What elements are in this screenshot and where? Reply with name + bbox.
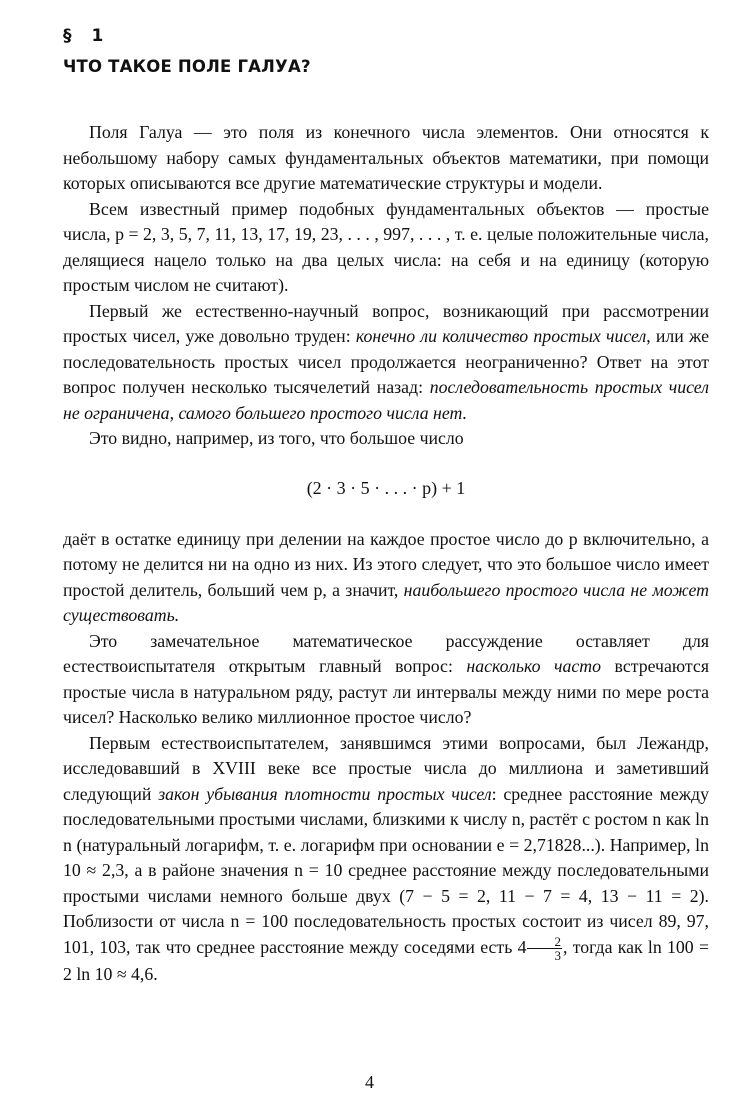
paragraph-6-text-a: Это замечательное математическое рассуждение оставляет для естествоиспытателя открытым главный вопрос: [63, 630, 709, 676]
paragraph-1: Поля Галуа — это поля из конечного числа элементов. Они относятся к небольшому набору самых фундаментальных объектов математики, при помощи которых описываются все другие математические структуры и модели. [63, 122, 709, 193]
paragraph-6-text-c: встречаются простые числа в натуральном ряду, растут ли интервалы между ними по мере роста чисел? Насколько велико миллионное простое число? [63, 656, 709, 727]
section-number [63, 24, 709, 48]
paragraph-2: Всем известный пример подобных фундаментальных объектов — простые числа, p = 2, 3, 5, 7, 11, 13, 17, 19, 23, . . . , 997, . . . , т. е. целые положительные числа, делящиеся нацело только на два целых числа: на себя и на единицу (которую простым числом не считают). [63, 198, 709, 295]
section-index: 1 [91, 26, 104, 46]
paragraph-3-text-c: , или же последовательность простых чисел продолжается неограниченно? Ответ на этот вопрос получен несколько тысячелетий назад: [63, 326, 710, 397]
paragraph-4: Это видно, например, из того, что большое число [89, 428, 464, 448]
page-content [63, 20, 709, 987]
paragraph-7-emphasis-b: закон убывания плотности простых чисел [158, 783, 492, 804]
page-number: 4 [365, 1072, 374, 1092]
paragraph-3-text-e: , [169, 402, 179, 423]
paragraph-6-emphasis-b: насколько часто [466, 656, 602, 676]
paragraph-3-emphasis-a: конечно ли количество простых чисел [355, 326, 647, 346]
fraction-denominator: 3 [554, 947, 561, 963]
fraction-numerator: 2 [527, 935, 562, 949]
formula: (2 · 3 · 5 · . . . · p) + 1 [306, 477, 466, 498]
paragraph-6 [63, 629, 709, 731]
paragraph-7-text-a: Первым естествоиспытателем, занявшимся этими вопросами, был Лежандр, исследовавший в XVIII веке все простые числа до миллиона и заметивший следующий [63, 732, 709, 804]
body-text [63, 120, 709, 987]
section-title: ЧТО ТАКОЕ ПОЛЕ ГАЛУА? [63, 57, 311, 76]
paragraph-7-text-c: : среднее расстояние между последовательными простыми числами, близкими к числу n, растёт с ростом n как ln n (натуральный логарифм, т. е. логарифм при основании e = 2,71828...). Например, ln 10 ≈ 2,3, а в районе значения n = 10 среднее расстояние между последовательными простыми числами немного больше двух (7 − 5 = 2, 11 − 7 = 4, 13 − 11 = 2). Поблизости от числа n = 100 последовательность простых состоит из чисел 89, 97, 101, 103, так что среднее расстояние между соседями есть 4 [63, 783, 709, 957]
paragraph-5 [63, 527, 709, 629]
section-symbol: § [63, 26, 72, 46]
fraction-two-thirds [527, 935, 562, 962]
paragraph-7 [63, 731, 709, 988]
paragraph-7-text-d: , тогда как ln 100 = 2 ln 10 ≈ 4,6. [63, 936, 709, 984]
paragraph-5-emphasis-b: наибольшего простого числа не может существовать. [63, 579, 709, 625]
paragraph-3-emphasis-d: последовательность простых чисел не ограничена [63, 377, 710, 423]
paragraph-5-text-a: даёт в остатке единицу при делении на каждое простое число до p включительно, а потому не делится ни на одно из них. Из этого следует, что это большое число имеет простой делитель, больший чем p, а значит, [63, 528, 709, 600]
paragraph-3 [63, 299, 709, 427]
paragraph-3-text-a: Первый же естественно-научный вопрос, возникающий при рассмотрении простых чисел, уже довольно труден: [63, 300, 709, 346]
paragraph-3-emphasis-f: самого большего простого числа нет. [178, 402, 468, 423]
